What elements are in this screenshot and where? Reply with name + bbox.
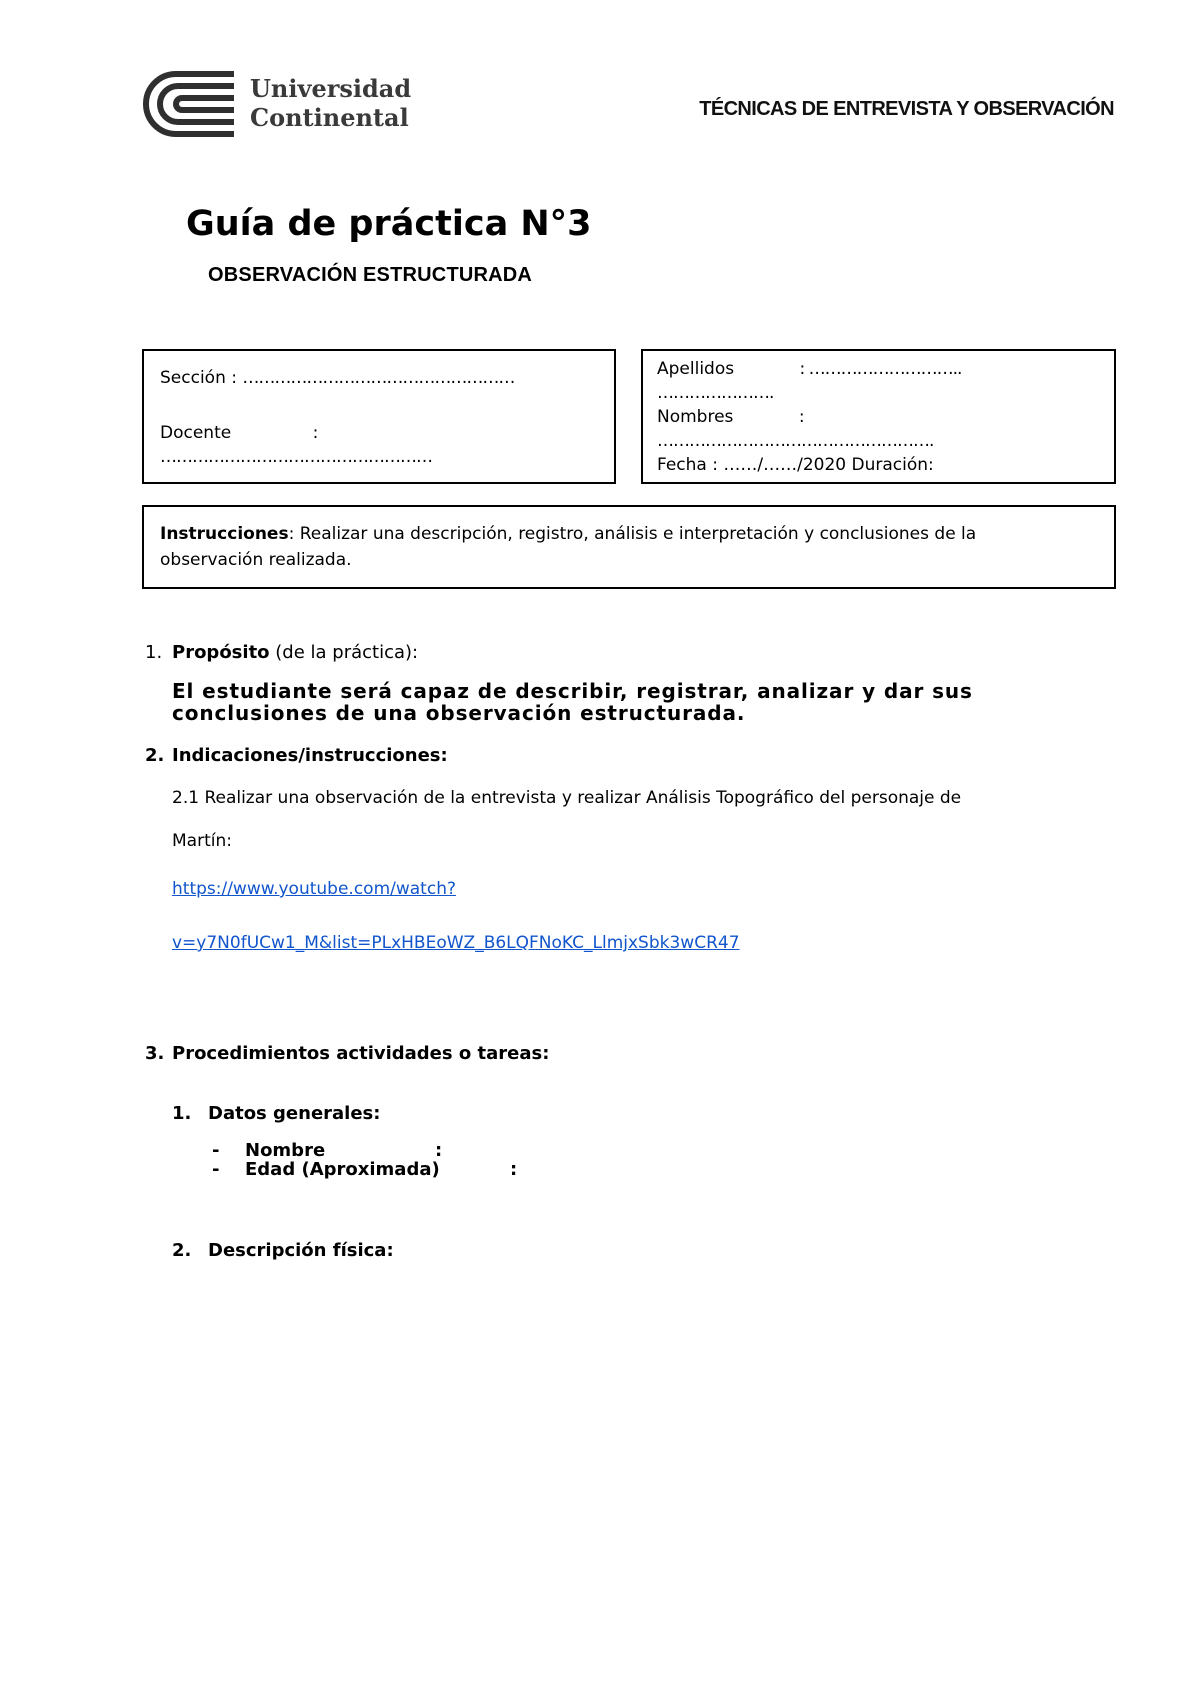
section-2-item-line-1: 2.1 Realizar una observación de la entrevista y realizar Análisis Topográfico del personaje de bbox=[172, 788, 962, 808]
section-2-number: 2. bbox=[145, 745, 165, 766]
purpose-line-1: El estudiante será capaz de describir, registrar, analizar y dar sus bbox=[172, 679, 973, 703]
section-2-heading: Indicaciones/instrucciones: bbox=[172, 745, 448, 766]
logo-wordmark bbox=[250, 74, 411, 132]
nombres-label: Nombres bbox=[657, 407, 734, 427]
bullet-edad-colon: : bbox=[510, 1159, 518, 1180]
seccion-label: Sección : bbox=[160, 368, 237, 388]
bullet-nombre-label: Nombre bbox=[245, 1140, 326, 1161]
subsection-1-heading: Datos generales: bbox=[208, 1103, 381, 1124]
subsection-1-number: 1. bbox=[172, 1103, 192, 1124]
section-2-item-line-2: Martín: bbox=[172, 831, 232, 851]
section-1-number: 1. bbox=[145, 642, 163, 663]
fecha-duracion-row[interactable]: Fecha : ……/……/2020 Duración: bbox=[657, 455, 934, 475]
seccion-blank[interactable]: …………………………………………… bbox=[242, 368, 515, 388]
instructions-line-1 bbox=[160, 524, 976, 544]
instructions-text-1: : Realizar una descripción, registro, análisis e interpretación y conclusiones de la bbox=[288, 524, 977, 544]
section-1-heading bbox=[172, 642, 418, 663]
section-3-heading: Procedimientos actividades o tareas: bbox=[172, 1043, 550, 1064]
apellidos-blank[interactable]: : ……………………….. bbox=[799, 359, 962, 379]
nombres-colon: : bbox=[798, 407, 805, 427]
instructions-label: Instrucciones bbox=[160, 524, 289, 544]
subsection-2-number: 2. bbox=[172, 1240, 192, 1261]
docente-row bbox=[160, 423, 318, 443]
document-subtitle: OBSERVACIÓN ESTRUCTURADA bbox=[208, 264, 533, 286]
logo-line-1: Universidad bbox=[250, 74, 412, 103]
apellidos-row bbox=[657, 359, 961, 379]
bullet-dash-2: - bbox=[212, 1159, 220, 1180]
section-1-heading-rest: (de la práctica): bbox=[269, 642, 419, 663]
apellidos-label: Apellidos bbox=[657, 359, 735, 379]
document-title: Guía de práctica N°3 bbox=[186, 204, 592, 244]
bullet-edad-label: Edad (Aproximada) bbox=[245, 1159, 440, 1180]
logo-line-2: Continental bbox=[250, 103, 409, 132]
nombres-row bbox=[657, 407, 805, 427]
university-logo bbox=[142, 70, 412, 142]
student-info-box bbox=[641, 349, 1116, 484]
youtube-link-part-2[interactable]: v=y7N0fUCw1_M&list=PLxHBEoWZ_B6LQFNoKC_LlmjxSbk3wCR47 bbox=[172, 933, 740, 953]
youtube-link-part-1[interactable]: https://www.youtube.com/watch? bbox=[172, 879, 456, 899]
purpose-line-2: conclusiones de una observación estructurada. bbox=[172, 701, 746, 725]
bullet-nombre-colon: : bbox=[435, 1140, 443, 1161]
instructions-text-2: observación realizada. bbox=[160, 550, 352, 570]
apellidos-blank-2[interactable]: …………………. bbox=[657, 383, 774, 403]
nombres-blank[interactable]: ……………………………………………. bbox=[657, 431, 934, 451]
docente-colon: : bbox=[312, 423, 319, 443]
logo-c-emblem-icon bbox=[142, 70, 238, 138]
docente-blank[interactable]: …………………………………………… bbox=[160, 447, 432, 467]
seccion-row bbox=[160, 368, 514, 388]
section-3-number: 3. bbox=[145, 1043, 165, 1064]
subsection-2-heading: Descripción física: bbox=[208, 1240, 394, 1261]
course-title: TÉCNICAS DE ENTREVISTA Y OBSERVACIÓN bbox=[699, 98, 1114, 120]
purpose-statement bbox=[172, 680, 973, 724]
section-teacher-box bbox=[142, 349, 616, 484]
docente-label: Docente bbox=[160, 423, 232, 443]
section-1-heading-bold: Propósito bbox=[172, 642, 270, 663]
bullet-dash-1: - bbox=[212, 1140, 220, 1161]
instructions-box bbox=[142, 505, 1116, 589]
